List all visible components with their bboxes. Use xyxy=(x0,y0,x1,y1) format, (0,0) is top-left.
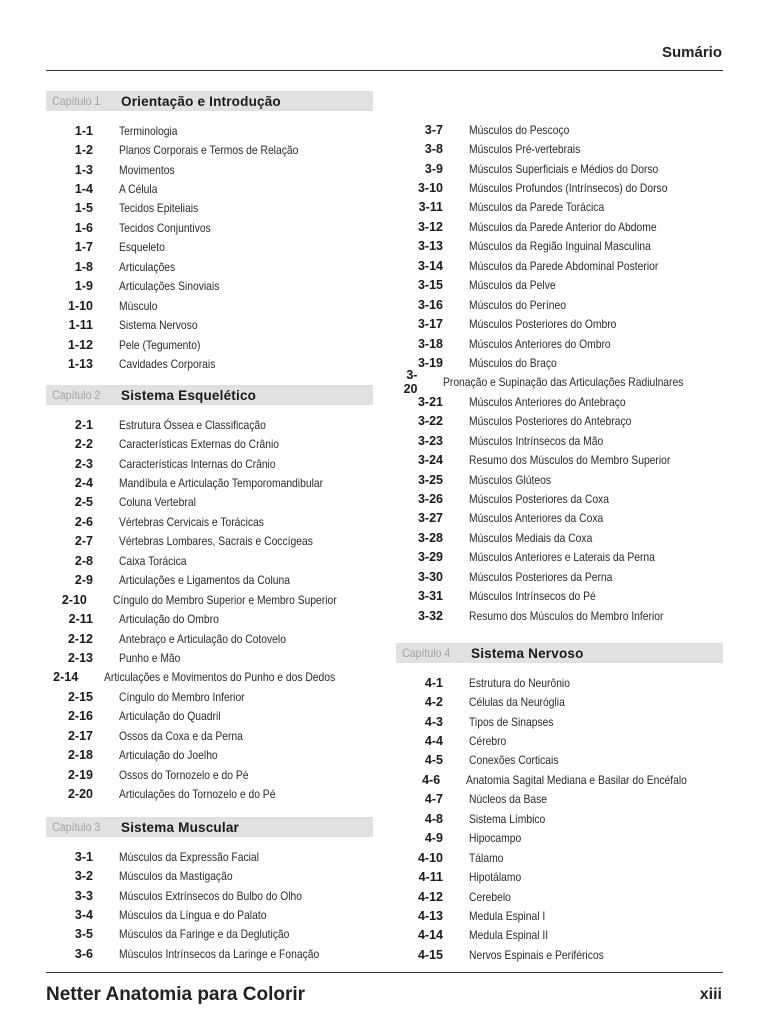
toc-entry-title: Músculos da Parede Abdominal Posterior xyxy=(469,258,659,273)
toc-entry-number: 3-23 xyxy=(417,433,443,448)
toc-entry-title: Mandíbula e Articulação Temporomandibular xyxy=(119,476,324,491)
toc-entry-title: Músculos da Parede Torácica xyxy=(469,200,605,215)
toc-entry-number: 3-13 xyxy=(417,239,443,254)
toc-entry xyxy=(46,905,373,924)
toc-entry-number: 4-12 xyxy=(417,889,443,904)
toc-entry-title: Músculos da Expressão Facial xyxy=(119,849,259,864)
chapter-title: Sistema Esquelético xyxy=(121,387,257,403)
toc-entry xyxy=(46,668,373,687)
toc-entry xyxy=(396,470,723,489)
toc-entry xyxy=(396,217,723,236)
toc-entry-number: 3-22 xyxy=(417,414,443,429)
toc-entry xyxy=(396,731,723,750)
toc-entry xyxy=(396,673,723,692)
toc-entry xyxy=(396,139,723,158)
toc-entry xyxy=(46,160,373,179)
toc-entry-number: 2-17 xyxy=(67,728,93,743)
toc-entry-number: 1-10 xyxy=(67,298,93,313)
top-rule xyxy=(46,70,723,71)
toc-entry-title: Características Externas do Crânio xyxy=(119,437,280,452)
toc-entry-number: 2-3 xyxy=(74,456,93,471)
toc-entry xyxy=(46,473,373,492)
toc-entry xyxy=(46,493,373,512)
toc-entry xyxy=(46,765,373,784)
toc-entry xyxy=(396,848,723,867)
toc-entry xyxy=(46,335,373,354)
toc-entry-title: Esqueleto xyxy=(119,240,165,255)
toc-entry-number: 1-3 xyxy=(74,162,93,177)
toc-entry-title: Antebraço e Articulação do Cotovelo xyxy=(119,631,286,646)
toc-entry-number: 4-10 xyxy=(417,850,443,865)
toc-entry xyxy=(46,354,373,373)
toc-entry-number: 2-7 xyxy=(74,534,93,549)
toc-entry xyxy=(46,218,373,237)
toc-entry-title: Características Internas do Crânio xyxy=(119,456,276,471)
toc-entry-number: 2-12 xyxy=(67,631,93,646)
toc-entry-title: Planos Corporais e Termos de Relação xyxy=(119,143,299,158)
toc-entry-title: Vértebras Cervicais e Torácicas xyxy=(119,514,264,529)
toc-entry-title: Hipotálamo xyxy=(469,870,522,885)
toc-entry xyxy=(46,571,373,590)
toc-entry-title: Músculos Mediais da Coxa xyxy=(469,530,593,545)
toc-entry-title: Tipos de Sinapses xyxy=(469,714,554,729)
toc-entry-title: Músculo xyxy=(119,298,158,313)
toc-entry xyxy=(396,198,723,217)
toc-entry-number: 3-9 xyxy=(424,161,443,176)
chapter-label: Capítulo 1 xyxy=(52,94,101,108)
toc-entry-title: Músculos da Faringe e da Deglutição xyxy=(119,927,290,942)
toc-entry xyxy=(396,237,723,256)
toc-entry xyxy=(396,295,723,314)
toc-entry-title: Músculos Anteriores e Laterais da Perna xyxy=(469,550,655,565)
toc-entry-title: Pele (Tegumento) xyxy=(119,337,201,352)
toc-entry xyxy=(46,238,373,257)
chapter-header-bar xyxy=(46,91,373,111)
toc-entry-number: 3-25 xyxy=(417,472,443,487)
chapter-label: Capítulo 4 xyxy=(402,646,451,660)
chapter-3-continued xyxy=(396,120,723,625)
toc-entry-title: Nervos Espinais e Periféricos xyxy=(469,947,604,962)
toc-entry-number: 3-24 xyxy=(417,453,443,468)
toc-entry-title: Medula Espinal II xyxy=(469,928,549,943)
chapter-title: Sistema Muscular xyxy=(121,819,239,835)
toc-entry-number: 3-17 xyxy=(417,317,443,332)
toc-entry-number: 4-6 xyxy=(422,772,441,787)
toc-entry-title: Movimentos xyxy=(119,162,175,177)
toc-entry xyxy=(396,712,723,731)
toc-entry-title: Vértebras Lombares, Sacrais e Coccígeas xyxy=(119,534,313,549)
toc-entry xyxy=(46,590,373,609)
toc-entry-number: 3-14 xyxy=(417,258,443,273)
toc-entry xyxy=(396,548,723,567)
toc-entry-title: Núcleos da Base xyxy=(469,792,548,807)
toc-entry-title: Sistema Límbico xyxy=(469,811,546,826)
toc-entry-title: Cavidades Corporais xyxy=(119,356,216,371)
toc-entry-number: 4-15 xyxy=(417,947,443,962)
toc-entry-number: 2-19 xyxy=(67,767,93,782)
toc-entry xyxy=(46,866,373,885)
toc-entry-title: Articulações e Movimentos do Punho e dos Dedos xyxy=(104,670,336,685)
toc-entry-title: Músculos Posteriores da Perna xyxy=(469,569,613,584)
toc-entry-title: Cíngulo do Membro Superior e Membro Superior xyxy=(112,592,337,607)
toc-entry-number: 2-4 xyxy=(74,476,93,491)
toc-entry-title: Músculos Posteriores do Ombro xyxy=(469,317,617,332)
toc-entry-number: 1-5 xyxy=(74,201,93,216)
toc-entry-title: Músculos Posteriores da Coxa xyxy=(469,492,609,507)
chapter-label: Capítulo 3 xyxy=(52,820,101,834)
bottom-rule xyxy=(46,972,723,973)
chapter-1 xyxy=(46,91,373,374)
toc-entry xyxy=(46,296,373,315)
toc-entry-number: 1-4 xyxy=(74,182,93,197)
toc-entry xyxy=(396,159,723,178)
toc-entry xyxy=(46,629,373,648)
toc-entry-number: 3-16 xyxy=(417,297,443,312)
toc-entry xyxy=(46,707,373,726)
toc-entry-number: 1-12 xyxy=(67,337,93,352)
toc-entry-title: Articulações Sinoviais xyxy=(119,279,220,294)
toc-entry-number: 1-11 xyxy=(68,318,93,333)
toc-entry-title: Músculos da Parede Anterior do Abdome xyxy=(469,219,657,234)
chapter-3 xyxy=(46,817,373,964)
toc-entry-number: 3-18 xyxy=(417,336,443,351)
toc-entry xyxy=(396,770,723,789)
toc-entry-number: 3-21 xyxy=(417,394,443,409)
toc-entry-number: 1-9 xyxy=(74,279,93,294)
toc-entry-number: 3-32 xyxy=(417,608,443,623)
toc-entry-number: 3-28 xyxy=(417,530,443,545)
chapter-entries xyxy=(46,415,373,804)
toc-entry-title: Músculos Intrínsecos do Pé xyxy=(469,589,596,604)
chapter-header-bar xyxy=(396,643,723,663)
toc-entry xyxy=(396,945,723,964)
toc-entry-number: 3-20 xyxy=(403,368,418,397)
toc-entry-number: 1-6 xyxy=(74,220,93,235)
toc-entry xyxy=(396,867,723,886)
toc-entry-number: 2-16 xyxy=(67,709,93,724)
toc-entry-number: 2-14 xyxy=(53,670,79,685)
toc-entry-number: 2-8 xyxy=(74,553,93,568)
toc-entry-title: Pronação e Supinação das Articulações Radiulnares xyxy=(443,375,684,390)
toc-entry xyxy=(396,790,723,809)
toc-entry xyxy=(46,532,373,551)
chapter-header-bar xyxy=(46,385,373,405)
toc-entry-title: Tecidos Conjuntivos xyxy=(119,220,211,235)
toc-entry-number: 4-4 xyxy=(424,734,443,749)
toc-entry-title: Músculos da Região Inguinal Masculina xyxy=(469,239,651,254)
toc-entry-number: 2-20 xyxy=(67,787,93,802)
toc-entry xyxy=(396,567,723,586)
toc-entry-number: 3-3 xyxy=(74,888,93,903)
toc-entry-number: 2-15 xyxy=(67,689,93,704)
toc-entry-number: 4-9 xyxy=(424,831,443,846)
toc-entry-number: 3-11 xyxy=(418,200,443,215)
toc-entry-title: Músculos Superficiais e Médios do Dorso xyxy=(469,161,659,176)
toc-entry-number: 3-27 xyxy=(417,511,443,526)
toc-entry xyxy=(396,256,723,275)
chapter-header-bar xyxy=(46,817,373,837)
toc-entry xyxy=(396,587,723,606)
chapter-entries xyxy=(46,121,373,374)
toc-entry xyxy=(396,829,723,848)
toc-entry-number: 4-14 xyxy=(417,928,443,943)
toc-entry-title: Músculos da Mastigação xyxy=(119,869,233,884)
toc-entry-number: 1-1 xyxy=(74,123,93,138)
toc-entry-title: Estrutura do Neurônio xyxy=(469,675,570,690)
toc-entry-number: 4-3 xyxy=(424,714,443,729)
toc-entry-number: 1-13 xyxy=(67,356,93,371)
toc-entry-number: 4-7 xyxy=(424,792,443,807)
toc-entry-title: Articulações xyxy=(119,259,176,274)
toc-entry xyxy=(46,140,373,159)
toc-entry xyxy=(396,412,723,431)
toc-entry xyxy=(46,434,373,453)
toc-entry xyxy=(396,528,723,547)
toc-entry-title: Articulações do Tornozelo e do Pé xyxy=(119,787,276,802)
footer-book-title: Netter Anatomia para Colorir xyxy=(46,984,306,1005)
toc-entry-title: Medula Espinal I xyxy=(469,908,546,923)
toc-entry-title: Tecidos Epiteliais xyxy=(119,201,199,216)
toc-entry-title: Tálamo xyxy=(469,850,504,865)
footer-page-number: xiii xyxy=(699,986,722,1003)
chapter-label: Capítulo 2 xyxy=(52,388,101,402)
toc-entry xyxy=(46,551,373,570)
toc-entry xyxy=(46,687,373,706)
toc-entry-number: 2-5 xyxy=(74,495,93,510)
toc-entry-number: 3-5 xyxy=(74,927,93,942)
toc-entry xyxy=(396,314,723,333)
toc-entry-title: A Célula xyxy=(119,182,158,197)
toc-entry-number: 3-29 xyxy=(417,550,443,565)
toc-entry xyxy=(46,277,373,296)
toc-entry-title: Ossos do Tornozelo e do Pé xyxy=(119,767,249,782)
toc-entry xyxy=(396,926,723,945)
toc-entry-title: Caixa Torácica xyxy=(119,553,187,568)
toc-entry-title: Estrutura Óssea e Classificação xyxy=(119,417,266,432)
chapter-4 xyxy=(396,643,723,965)
toc-entry-title: Músculos Pré-vertebrais xyxy=(469,142,581,157)
toc-entry-number: 3-30 xyxy=(417,569,443,584)
chapter-entries xyxy=(396,673,723,965)
toc-entry xyxy=(46,925,373,944)
toc-entry-number: 3-6 xyxy=(74,946,93,961)
toc-entry xyxy=(46,199,373,218)
toc-entry-number: 3-1 xyxy=(74,849,93,864)
toc-entry-title: Punho e Mão xyxy=(119,650,181,665)
toc-entry-title: Músculos Posteriores do Antebraço xyxy=(469,414,632,429)
toc-entry-number: 2-6 xyxy=(74,514,93,529)
toc-entry-title: Hipocampo xyxy=(469,831,522,846)
toc-entry-number: 4-2 xyxy=(424,695,443,710)
toc-entry-number: 3-8 xyxy=(424,142,443,157)
toc-entry xyxy=(46,944,373,963)
toc-entry xyxy=(46,315,373,334)
toc-entry-number: 2-10 xyxy=(61,592,87,607)
toc-entry-number: 3-2 xyxy=(74,869,93,884)
toc-entry-title: Sistema Nervoso xyxy=(119,318,198,333)
toc-entry xyxy=(46,257,373,276)
toc-entry-title: Células da Neuróglia xyxy=(469,695,565,710)
toc-entry-title: Articulação do Joelho xyxy=(119,748,218,763)
toc-entry-title: Cíngulo do Membro Inferior xyxy=(119,689,245,704)
toc-entry-title: Músculos da Pelve xyxy=(469,278,556,293)
toc-entry xyxy=(46,454,373,473)
toc-entry-number: 4-8 xyxy=(424,811,443,826)
toc-entry xyxy=(46,121,373,140)
toc-entry xyxy=(396,334,723,353)
toc-entry xyxy=(396,368,723,397)
toc-entry-number: 3-4 xyxy=(74,908,93,923)
toc-entry-title: Resumo dos Músculos do Membro Inferior xyxy=(469,608,664,623)
toc-entry-title: Articulação do Quadril xyxy=(119,709,221,724)
toc-entry-title: Anatomia Sagital Mediana e Basilar do Encéfalo xyxy=(466,772,688,787)
toc-entry-number: 4-13 xyxy=(417,908,443,923)
toc-entry xyxy=(46,745,373,764)
toc-entry-number: 3-10 xyxy=(417,181,443,196)
toc-entry-title: Músculos do Períneo xyxy=(469,297,566,312)
toc-entry xyxy=(396,353,723,372)
toc-entry-title: Cerebelo xyxy=(469,889,511,904)
toc-entry xyxy=(46,179,373,198)
toc-entry-title: Músculos Anteriores do Ombro xyxy=(469,336,611,351)
toc-entry-title: Terminologia xyxy=(119,123,178,138)
toc-entry-title: Ossos da Coxa e da Perna xyxy=(119,728,243,743)
toc-entry-title: Músculos do Braço xyxy=(469,355,557,370)
toc-entry xyxy=(396,809,723,828)
toc-entry-title: Resumo dos Músculos do Membro Superior xyxy=(469,453,671,468)
toc-entry xyxy=(396,392,723,411)
toc-entry-number: 2-1 xyxy=(74,417,93,432)
chapter-2 xyxy=(46,385,373,804)
toc-entry-number: 2-18 xyxy=(67,748,93,763)
toc-entry xyxy=(46,847,373,866)
toc-entry-number: 2-13 xyxy=(67,650,93,665)
toc-entry-title: Músculos Extrínsecos do Bulbo do Olho xyxy=(119,888,302,903)
toc-entry xyxy=(396,120,723,139)
toc-entry-number: 3-19 xyxy=(417,355,443,370)
toc-entry xyxy=(46,512,373,531)
toc-entry-title: Conexões Corticais xyxy=(469,753,559,768)
toc-entry-title: Músculos Intrínsecos da Mão xyxy=(469,433,604,448)
toc-entry-number: 2-11 xyxy=(68,612,93,627)
toc-entry-number: 3-15 xyxy=(417,278,443,293)
toc-entry-title: Músculos Anteriores do Antebraço xyxy=(469,394,626,409)
page-header-title: Sumário xyxy=(661,44,722,61)
toc-entry-number: 4-11 xyxy=(418,870,443,885)
toc-entry-title: Músculos Glúteos xyxy=(469,472,552,487)
toc-entry xyxy=(396,276,723,295)
toc-entry-number: 3-12 xyxy=(417,219,443,234)
chapter-title: Orientação e Introdução xyxy=(121,93,281,109)
toc-entry xyxy=(396,431,723,450)
toc-entry xyxy=(396,751,723,770)
toc-entry xyxy=(396,509,723,528)
toc-entry-number: 4-5 xyxy=(424,753,443,768)
toc-entry-number: 4-1 xyxy=(424,675,443,690)
toc-entry xyxy=(46,726,373,745)
toc-entry xyxy=(46,886,373,905)
toc-entry xyxy=(46,648,373,667)
toc-entry-title: Coluna Vertebral xyxy=(119,495,196,510)
toc-entry-title: Músculos Anteriores da Coxa xyxy=(469,511,604,526)
toc-entry xyxy=(396,906,723,925)
chapter-entries xyxy=(396,120,723,625)
toc-entry-number: 3-26 xyxy=(417,492,443,507)
toc-entry-title: Músculos do Pescoço xyxy=(469,122,570,137)
toc-entry xyxy=(46,784,373,803)
toc-entry-number: 1-2 xyxy=(74,143,93,158)
toc-entry-number: 1-7 xyxy=(74,240,93,255)
toc-entry xyxy=(396,178,723,197)
toc-entry-title: Articulações e Ligamentos da Coluna xyxy=(119,573,290,588)
toc-entry-number: 3-31 xyxy=(417,589,443,604)
toc-entry xyxy=(396,450,723,469)
toc-entry-title: Articulação do Ombro xyxy=(119,612,219,627)
toc-entry-number: 2-9 xyxy=(74,573,93,588)
toc-entry xyxy=(396,692,723,711)
toc-entry-title: Músculos Profundos (Intrínsecos) do Dorso xyxy=(469,181,668,196)
toc-entry xyxy=(396,606,723,625)
toc-entry xyxy=(396,489,723,508)
toc-entry xyxy=(46,415,373,434)
toc-entry xyxy=(396,887,723,906)
toc-entry xyxy=(46,609,373,628)
chapter-title: Sistema Nervoso xyxy=(471,645,584,661)
toc-entry-title: Músculos Intrínsecos da Laringe e Fonação xyxy=(119,946,320,961)
toc-entry-title: Cérebro xyxy=(469,734,507,749)
chapter-entries xyxy=(46,847,373,964)
toc-entry-number: 2-2 xyxy=(74,437,93,452)
toc-entry-title: Músculos da Língua e do Palato xyxy=(119,908,267,923)
toc-entry-number: 3-7 xyxy=(424,122,443,137)
toc-entry-number: 1-8 xyxy=(74,259,93,274)
